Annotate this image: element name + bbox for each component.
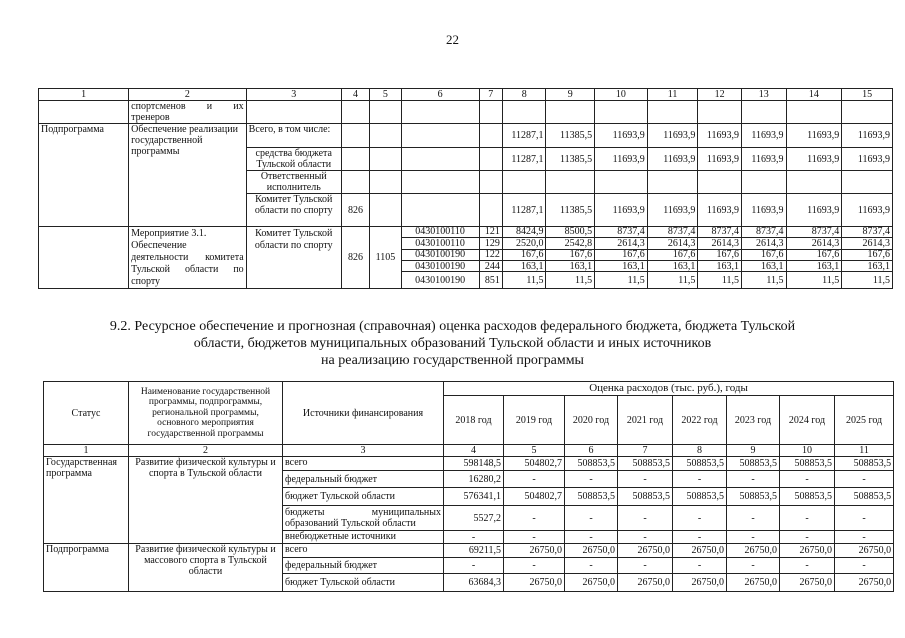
value-cell: 11693,9: [698, 148, 742, 171]
value-cell: -: [835, 531, 894, 544]
value-cell: 167,6: [595, 249, 648, 260]
value-cell: 26750,0: [618, 574, 673, 592]
cell-empty: [370, 148, 401, 171]
value-cell: 63684,3: [444, 574, 504, 592]
value-cell: 504802,7: [504, 457, 565, 471]
value-cell: 26750,0: [504, 574, 565, 592]
budget-table-continued: [38, 88, 893, 289]
section-title-line-2: области, бюджетов муниципальных образований Тульской области и иных источников: [193, 336, 712, 351]
value-cell: -: [504, 471, 565, 488]
value-cell: 8737,4: [647, 227, 698, 238]
value-cell: 2520,0: [502, 238, 546, 249]
header-name: Наименование государственной программы, подпрограммы, региональной программы, основного мероприятия государственной программы: [129, 382, 283, 445]
value-cell: -: [565, 506, 618, 531]
cell-empty: [401, 101, 479, 124]
cell-empty: [786, 101, 842, 124]
value-cell: 26750,0: [618, 544, 673, 558]
col-num-8: 8: [502, 89, 546, 101]
value-cell: 11385,5: [546, 148, 595, 171]
value-cell: 11693,9: [842, 194, 893, 227]
value-cell: 8737,4: [698, 227, 742, 238]
value-cell: 26750,0: [673, 574, 727, 592]
value-cell: 167,6: [502, 249, 546, 260]
value-cell: 11693,9: [647, 148, 698, 171]
value-cell: -: [444, 531, 504, 544]
value-cell: -: [727, 558, 780, 574]
value-cell: 2614,3: [647, 238, 698, 249]
value-cell: 69211,5: [444, 544, 504, 558]
value-cell: 11,5: [842, 272, 893, 289]
cell-empty: [401, 194, 479, 227]
value-cell: 11,5: [698, 272, 742, 289]
source-cell: бюджеты муниципальных образований Тульской области: [283, 506, 444, 531]
col-num-2: 2: [129, 445, 283, 457]
value-cell: -: [727, 506, 780, 531]
value-cell: 26750,0: [835, 574, 894, 592]
value-cell: -: [835, 471, 894, 488]
value-cell: 2614,3: [698, 238, 742, 249]
program-name-cell: Развитие физической культуры и спорта в Тульской области: [129, 457, 283, 544]
value-cell: 11693,9: [741, 194, 786, 227]
value-cell: 163,1: [698, 261, 742, 272]
value-cell: 163,1: [786, 261, 842, 272]
value-cell: 8500,5: [546, 227, 595, 238]
value-cell: -: [504, 558, 565, 574]
value-cell: 5527,2: [444, 506, 504, 531]
status-cell: Государственная программа: [44, 457, 129, 544]
value-cell: 11693,9: [741, 124, 786, 148]
vr-cell: 244: [479, 261, 502, 272]
source-cell: Комитет Тульской области по спорту: [246, 227, 341, 289]
col-num-10: 10: [595, 89, 648, 101]
header-year: 2019 год: [504, 396, 565, 445]
header-year: 2023 год: [727, 396, 780, 445]
header-year: 2021 год: [618, 396, 673, 445]
measure-name-cell: Мероприятие 3.1. Обеспечение деятельности комитета Тульской области по спорту: [129, 227, 247, 289]
vr-cell: 122: [479, 249, 502, 260]
col-num-7: 7: [618, 445, 673, 457]
value-cell: 26750,0: [835, 544, 894, 558]
col-num-7: 7: [479, 89, 502, 101]
value-cell: 11693,9: [741, 148, 786, 171]
cell-empty: [341, 148, 369, 171]
cell-empty: [39, 227, 129, 289]
value-cell: -: [618, 471, 673, 488]
source-cell: бюджет Тульской области: [283, 488, 444, 506]
section-title: [0, 318, 905, 369]
header-year: 2025 год: [835, 396, 894, 445]
value-cell: 11693,9: [595, 148, 648, 171]
header-year: 2022 год: [673, 396, 727, 445]
value-cell: 11693,9: [595, 194, 648, 227]
cell-empty: [341, 124, 369, 148]
cell-empty: [39, 101, 129, 124]
value-cell: 11385,5: [546, 124, 595, 148]
program-name-cell: Развитие физической культуры и массового спорта в Тульской области: [129, 544, 283, 592]
cell-name-continued: спортсменов и их тренеров: [129, 101, 247, 124]
section-title-line-1: 9.2. Ресурсное обеспечение и прогнозная (справочная) оценка расходов федерального бюджета, бюджета Тульской: [109, 319, 796, 334]
header-estimate: Оценка расходов (тыс. руб.), годы: [444, 382, 894, 396]
value-cell: 2614,3: [741, 238, 786, 249]
cell-empty: [546, 171, 595, 194]
vr-cell: 851: [479, 272, 502, 289]
value-cell: 26750,0: [727, 574, 780, 592]
value-cell: 11693,9: [647, 194, 698, 227]
value-cell: 508853,5: [673, 457, 727, 471]
column-number-row: [44, 445, 894, 457]
value-cell: 167,6: [546, 249, 595, 260]
value-cell: 26750,0: [780, 544, 835, 558]
col-num-6: 6: [565, 445, 618, 457]
table-row: [44, 544, 894, 558]
value-cell: 504802,7: [504, 488, 565, 506]
value-cell: 508853,5: [727, 488, 780, 506]
cell-empty: [698, 171, 742, 194]
source-cell: Всего, в том числе:: [246, 124, 341, 148]
cell-empty: [741, 101, 786, 124]
subprogram-name-cell: Обеспечение реализации государственной программы: [129, 124, 247, 227]
value-cell: 163,1: [595, 261, 648, 272]
cell-empty: [595, 101, 648, 124]
value-cell: 508853,5: [618, 457, 673, 471]
col-num-9: 9: [546, 89, 595, 101]
col-num-11: 11: [835, 445, 894, 457]
value-cell: 167,6: [647, 249, 698, 260]
value-cell: 508853,5: [565, 488, 618, 506]
cell-empty: [546, 101, 595, 124]
csr-cell: 0430100110: [401, 238, 479, 249]
cell-empty: [341, 171, 369, 194]
value-cell: 16280,2: [444, 471, 504, 488]
cell-empty: [842, 101, 893, 124]
source-cell: федеральный бюджет: [283, 471, 444, 488]
status-cell: Подпрограмма: [39, 124, 129, 227]
value-cell: 11,5: [647, 272, 698, 289]
col-num-8: 8: [673, 445, 727, 457]
value-cell: -: [835, 558, 894, 574]
value-cell: 508853,5: [780, 457, 835, 471]
value-cell: 11287,1: [502, 148, 546, 171]
status-cell: Подпрограмма: [44, 544, 129, 592]
value-cell: 167,6: [741, 249, 786, 260]
value-cell: -: [565, 558, 618, 574]
cell-empty: [842, 171, 893, 194]
cell-empty: [647, 101, 698, 124]
value-cell: 163,1: [502, 261, 546, 272]
value-cell: -: [565, 471, 618, 488]
value-cell: -: [727, 471, 780, 488]
source-cell: Ответственный исполнитель: [246, 171, 341, 194]
value-cell: -: [780, 558, 835, 574]
table-row: [44, 457, 894, 471]
source-cell: внебюджетные источники: [283, 531, 444, 544]
col-num-3: 3: [283, 445, 444, 457]
csr-cell: 0430100190: [401, 272, 479, 289]
value-cell: -: [780, 471, 835, 488]
value-cell: 11287,1: [502, 124, 546, 148]
header-year: 2024 год: [780, 396, 835, 445]
value-cell: 508853,5: [780, 488, 835, 506]
code-cell: 826: [341, 227, 369, 289]
col-num-3: 3: [246, 89, 341, 101]
resource-table: [43, 381, 894, 592]
value-cell: 26750,0: [565, 544, 618, 558]
cell-empty: [647, 171, 698, 194]
col-num-1: 1: [44, 445, 129, 457]
value-cell: -: [618, 531, 673, 544]
col-num-4: 4: [444, 445, 504, 457]
col-num-2: 2: [129, 89, 247, 101]
vr-cell: 121: [479, 227, 502, 238]
value-cell: 167,6: [698, 249, 742, 260]
value-cell: 167,6: [786, 249, 842, 260]
cell-empty: [479, 148, 502, 171]
value-cell: 11693,9: [786, 148, 842, 171]
value-cell: 26750,0: [780, 574, 835, 592]
value-cell: 26750,0: [504, 544, 565, 558]
cell-empty: [370, 124, 401, 148]
value-cell: 26750,0: [673, 544, 727, 558]
table-header-row: [44, 382, 894, 396]
col-num-1: 1: [39, 89, 129, 101]
value-cell: 11,5: [595, 272, 648, 289]
value-cell: -: [673, 558, 727, 574]
code-cell: 1105: [370, 227, 401, 289]
source-cell: бюджет Тульской области: [283, 574, 444, 592]
value-cell: -: [835, 506, 894, 531]
value-cell: 11693,9: [786, 194, 842, 227]
cell-empty: [370, 194, 401, 227]
value-cell: 11693,9: [698, 124, 742, 148]
cell-empty: [502, 101, 546, 124]
column-number-row: [39, 89, 893, 101]
code-cell: 826: [341, 194, 369, 227]
value-cell: -: [504, 531, 565, 544]
value-cell: 11693,9: [842, 148, 893, 171]
header-status: Статус: [44, 382, 129, 445]
value-cell: 2542,8: [546, 238, 595, 249]
value-cell: 11385,5: [546, 194, 595, 227]
table-row: [39, 101, 893, 124]
col-num-12: 12: [698, 89, 742, 101]
value-cell: -: [673, 531, 727, 544]
value-cell: 11693,9: [786, 124, 842, 148]
value-cell: 508853,5: [727, 457, 780, 471]
cell-empty: [370, 101, 401, 124]
col-num-4: 4: [341, 89, 369, 101]
cell-empty: [479, 194, 502, 227]
value-cell: 508853,5: [565, 457, 618, 471]
value-cell: -: [618, 558, 673, 574]
col-num-5: 5: [504, 445, 565, 457]
source-cell: средства бюджета Тульской области: [246, 148, 341, 171]
value-cell: 576341,1: [444, 488, 504, 506]
value-cell: 11693,9: [842, 124, 893, 148]
cell-empty: [786, 171, 842, 194]
table-row: [39, 227, 893, 238]
header-year: 2018 год: [444, 396, 504, 445]
value-cell: 598148,5: [444, 457, 504, 471]
value-cell: 8737,4: [842, 227, 893, 238]
value-cell: 11693,9: [595, 124, 648, 148]
value-cell: -: [504, 506, 565, 531]
value-cell: -: [444, 558, 504, 574]
cell-empty: [479, 124, 502, 148]
col-num-13: 13: [741, 89, 786, 101]
value-cell: -: [727, 531, 780, 544]
source-cell: всего: [283, 544, 444, 558]
source-cell: Комитет Тульской области по спорту: [246, 194, 341, 227]
csr-cell: 0430100110: [401, 227, 479, 238]
value-cell: 8424,9: [502, 227, 546, 238]
cell-empty: [401, 171, 479, 194]
col-num-6: 6: [401, 89, 479, 101]
value-cell: 2614,3: [786, 238, 842, 249]
value-cell: 163,1: [546, 261, 595, 272]
value-cell: 11693,9: [698, 194, 742, 227]
page-number: 22: [446, 32, 459, 47]
value-cell: -: [780, 531, 835, 544]
cell-empty: [401, 124, 479, 148]
value-cell: -: [673, 506, 727, 531]
value-cell: 508853,5: [835, 488, 894, 506]
value-cell: 11287,1: [502, 194, 546, 227]
csr-cell: 0430100190: [401, 261, 479, 272]
value-cell: 508853,5: [835, 457, 894, 471]
value-cell: -: [780, 506, 835, 531]
header-year: 2020 год: [565, 396, 618, 445]
col-num-11: 11: [647, 89, 698, 101]
col-num-15: 15: [842, 89, 893, 101]
value-cell: -: [673, 471, 727, 488]
cell-empty: [341, 101, 369, 124]
value-cell: 167,6: [842, 249, 893, 260]
value-cell: 163,1: [741, 261, 786, 272]
value-cell: 11693,9: [647, 124, 698, 148]
value-cell: 11,5: [546, 272, 595, 289]
value-cell: 508853,5: [618, 488, 673, 506]
col-num-9: 9: [727, 445, 780, 457]
value-cell: 11,5: [741, 272, 786, 289]
header-source: Источники финансирования: [283, 382, 444, 445]
value-cell: 26750,0: [727, 544, 780, 558]
value-cell: -: [618, 506, 673, 531]
col-num-10: 10: [780, 445, 835, 457]
value-cell: 11,5: [502, 272, 546, 289]
value-cell: 11,5: [786, 272, 842, 289]
value-cell: 2614,3: [842, 238, 893, 249]
source-cell: федеральный бюджет: [283, 558, 444, 574]
value-cell: 26750,0: [565, 574, 618, 592]
value-cell: -: [565, 531, 618, 544]
cell-empty: [595, 171, 648, 194]
value-cell: 163,1: [842, 261, 893, 272]
cell-empty: [479, 101, 502, 124]
value-cell: 8737,4: [595, 227, 648, 238]
cell-empty: [502, 171, 546, 194]
value-cell: 8737,4: [741, 227, 786, 238]
value-cell: 508853,5: [673, 488, 727, 506]
cell-empty: [401, 148, 479, 171]
value-cell: 163,1: [647, 261, 698, 272]
source-cell: всего: [283, 457, 444, 471]
value-cell: 2614,3: [595, 238, 648, 249]
value-cell: 8737,4: [786, 227, 842, 238]
cell-empty: [741, 171, 786, 194]
col-num-5: 5: [370, 89, 401, 101]
cell-empty: [698, 101, 742, 124]
csr-cell: 0430100190: [401, 249, 479, 260]
table-row: [39, 124, 893, 148]
cell-empty: [370, 171, 401, 194]
vr-cell: 129: [479, 238, 502, 249]
cell-empty: [479, 171, 502, 194]
section-title-line-3: на реализацию государственной программы: [321, 353, 584, 368]
cell-empty: [246, 101, 341, 124]
col-num-14: 14: [786, 89, 842, 101]
